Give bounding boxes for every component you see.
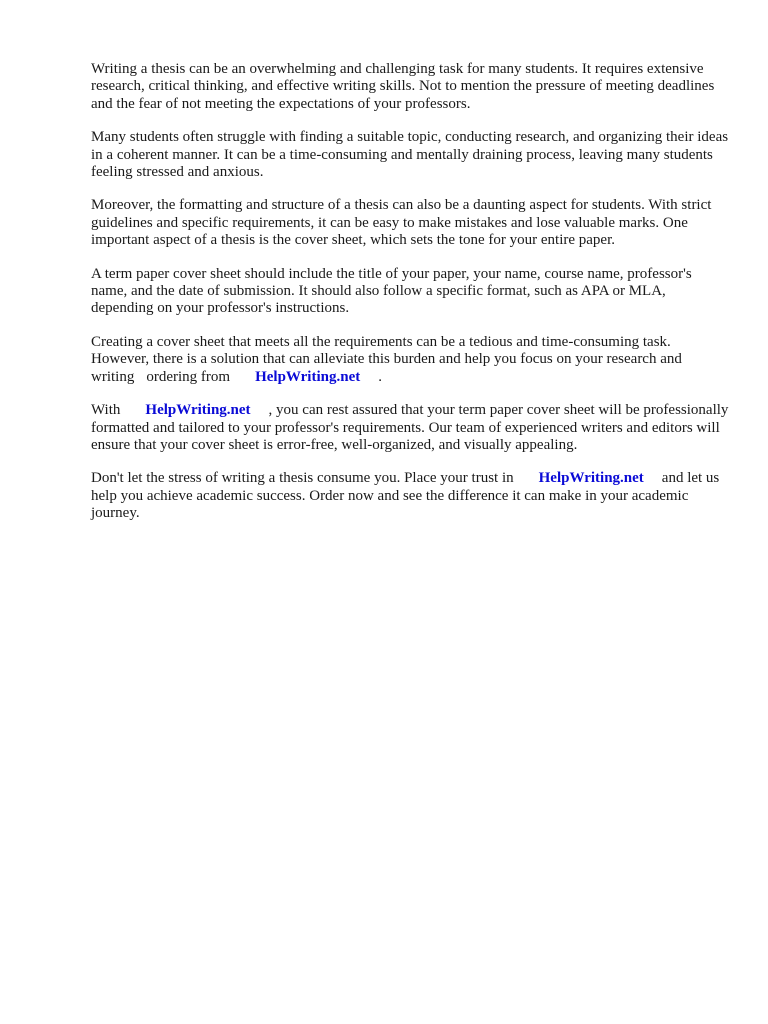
paragraph-3: Moreover, the formatting and structure of a thesis can also be a daunting aspect for students. With strict guidelines and specific requirements, it can be easy to make mistakes and lose valuable marks. One important aspect of a thesis is the cover sheet, which sets the tone for your entire paper. [91, 197, 712, 249]
paragraph-1: Writing a thesis can be an overwhelming and challenging task for many students. It requires extensive research, critical thinking, and effective writing skills. Not to mention the pressure of meeting deadlines and the fear of not meeting the expectations of your professors. [91, 61, 715, 112]
paragraph-5-mid-text: ordering from [146, 368, 231, 385]
paragraph-7 [91, 470, 731, 522]
paragraph-6-text: , you can rest assured that your term paper cover sheet will be professionally formatted and tailored to your professor's requirements. Our team of experienced writers and editors will ensure that your cover sheet is error-free, well-organized, and visually appealing. [91, 402, 729, 453]
helpwriting-link-3[interactable]: HelpWriting.net [538, 470, 644, 487]
helpwriting-link-1[interactable]: HelpWriting.net [255, 368, 361, 385]
paragraph-7-start: Don't let the stress of writing a thesis consume you. Place your trust in [91, 470, 514, 487]
helpwriting-link-2[interactable]: HelpWriting.net [145, 402, 251, 419]
paragraph-5-text: Creating a cover sheet that meets all the requirements can be a tedious and time-consuming task. However, there is a solution that can alleviate this burden and help you focus on your research and writing [91, 333, 682, 385]
paragraph-7-text: and let us help you achieve academic success. Order now and see the difference it can make in your academic journey. [91, 470, 720, 522]
paragraph-4: A term paper cover sheet should include the title of your paper, your name, course name, professor's name, and the date of submission. It should also follow a specific format, such as APA or MLA, depending on your professor's instructions. [91, 265, 692, 317]
paragraph-5-end: . [378, 368, 382, 385]
document-page [91, 61, 731, 539]
paragraph-2: Many students often struggle with finding a suitable topic, conducting research, and organizing their ideas in a coherent manner. It can be a time-consuming and mentally draining process, leaving many students feeling stressed and anxious. [91, 129, 729, 181]
paragraph-5 [91, 334, 731, 386]
paragraph-6-start: With [91, 402, 121, 419]
paragraph-6 [91, 402, 731, 454]
